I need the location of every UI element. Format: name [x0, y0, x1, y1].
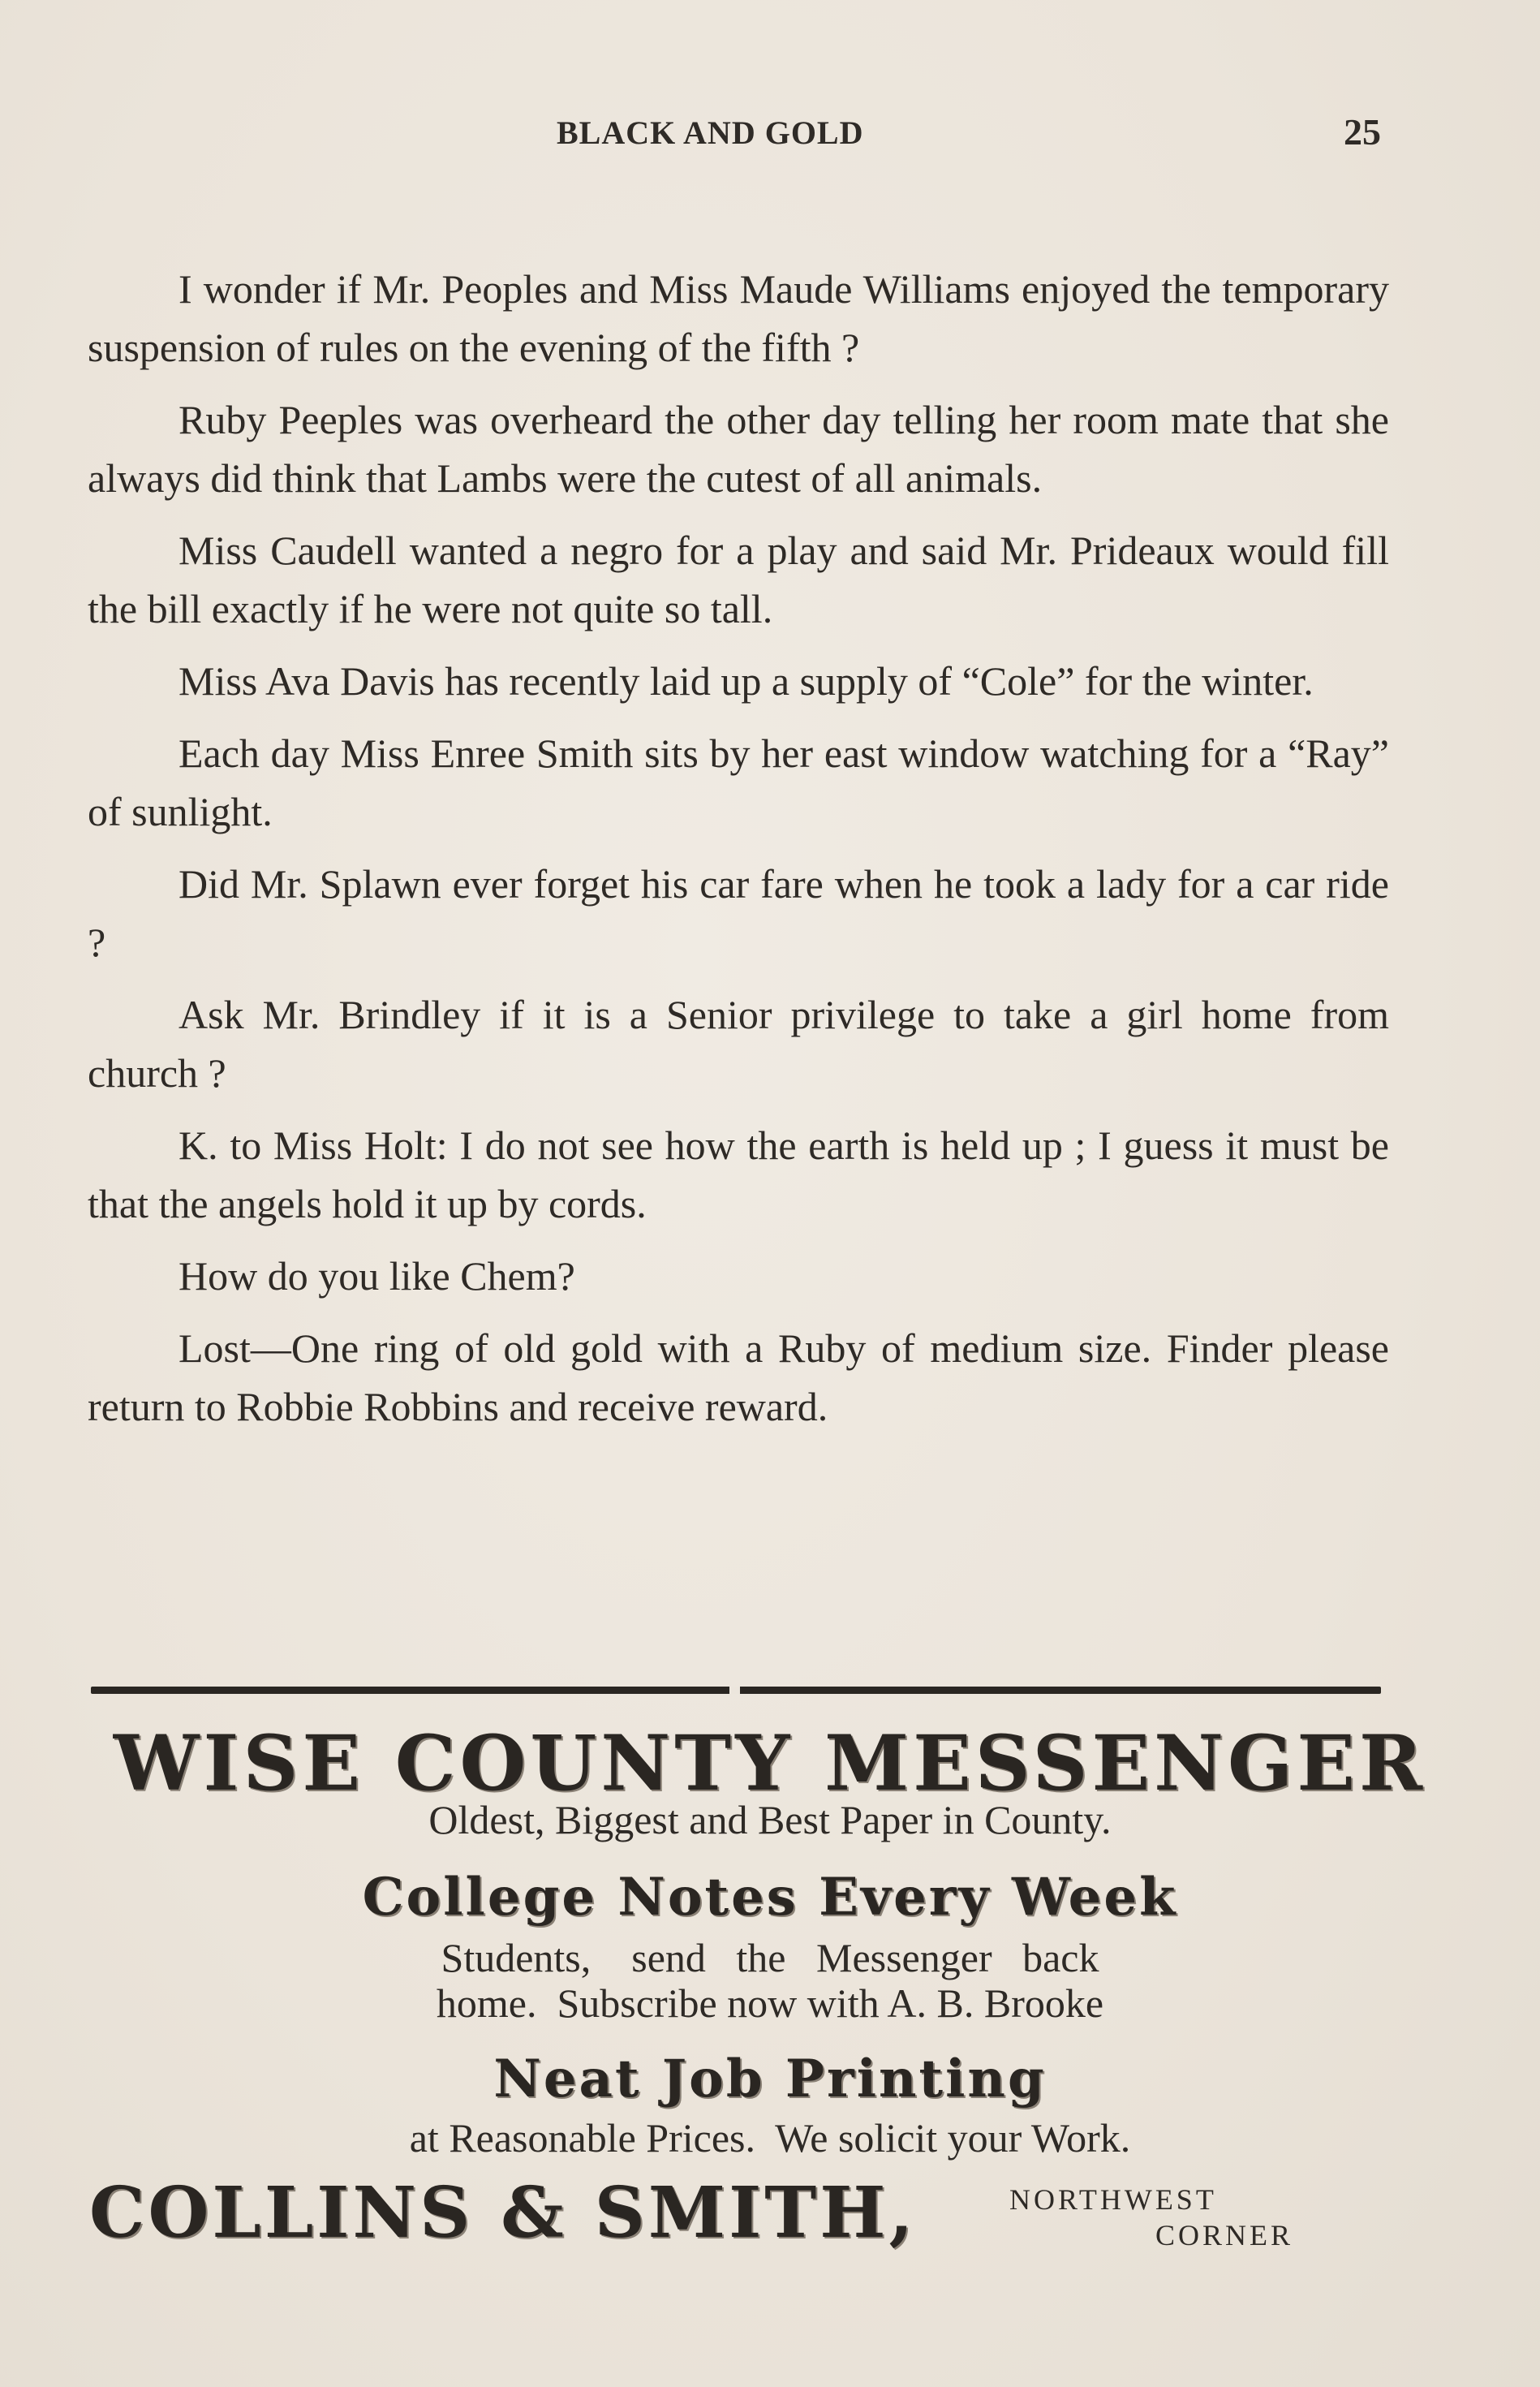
ad-location-line2: CORNER: [1155, 2219, 1294, 2251]
ad-home-line: home. Subscribe now with A. B. Brooke: [436, 1980, 1104, 2026]
divider-rule: [91, 1687, 1381, 1694]
page-number: 25: [1344, 111, 1381, 153]
paragraph: Ask Mr. Brindley if it is a Senior privilege to take a girl home from church ?: [88, 992, 1389, 1096]
ad-tagline: Oldest, Biggest and Best Paper in County.: [428, 1797, 1112, 1842]
paragraph: Miss Ava Davis has recently laid up a supply of “Cole” for the winter.: [179, 658, 1314, 704]
paragraph: How do you like Chem?: [179, 1253, 575, 1299]
ad-college-notes: College Notes Every Week: [362, 1867, 1178, 1928]
ad-title: WISE COUNTY MESSENGER: [113, 1719, 1427, 1808]
ad-job-printing: Neat Job Printing: [493, 2049, 1047, 2109]
paragraph: K. to Miss Holt: I do not see how the earth is held up ; I guess it must be that the angels hold it up by cords.: [88, 1122, 1389, 1226]
paragraph: Miss Caudell wanted a negro for a play and said Mr. Prideaux would fill the bill exactly if he were not quite so tall.: [88, 528, 1389, 631]
paragraph: Ruby Peeples was overheard the other day telling her room mate that she always did think that Lambs were the cutest of all animals.: [88, 397, 1389, 501]
paragraph: Did Mr. Splawn ever forget his car fare when he took a lady for a car ride ?: [88, 861, 1389, 965]
running-head: [0, 111, 1540, 162]
ad-prices-line: at Reasonable Prices. We solicit your Work.: [409, 2115, 1131, 2161]
paragraph: I wonder if Mr. Peoples and Miss Maude Williams enjoyed the temporary suspension of rules on the evening of the fifth ?: [88, 266, 1389, 370]
paragraph: Lost—One ring of old gold with a Ruby of medium size. Finder please return to Robbie Robbins and receive reward.: [88, 1325, 1389, 1429]
ad-students-line: Students, send the Messenger back: [441, 1935, 1099, 1980]
body-text: [88, 260, 1389, 1450]
ad-location: [1009, 2182, 1350, 2253]
paragraph: Each day Miss Enree Smith sits by her east window watching for a “Ray” of sunlight.: [88, 730, 1389, 834]
ad-location-line1: NORTHWEST: [1009, 2183, 1217, 2216]
running-title: BLACK AND GOLD: [557, 114, 864, 151]
ad-firm-name: COLLINS & SMITH,: [89, 2172, 917, 2254]
